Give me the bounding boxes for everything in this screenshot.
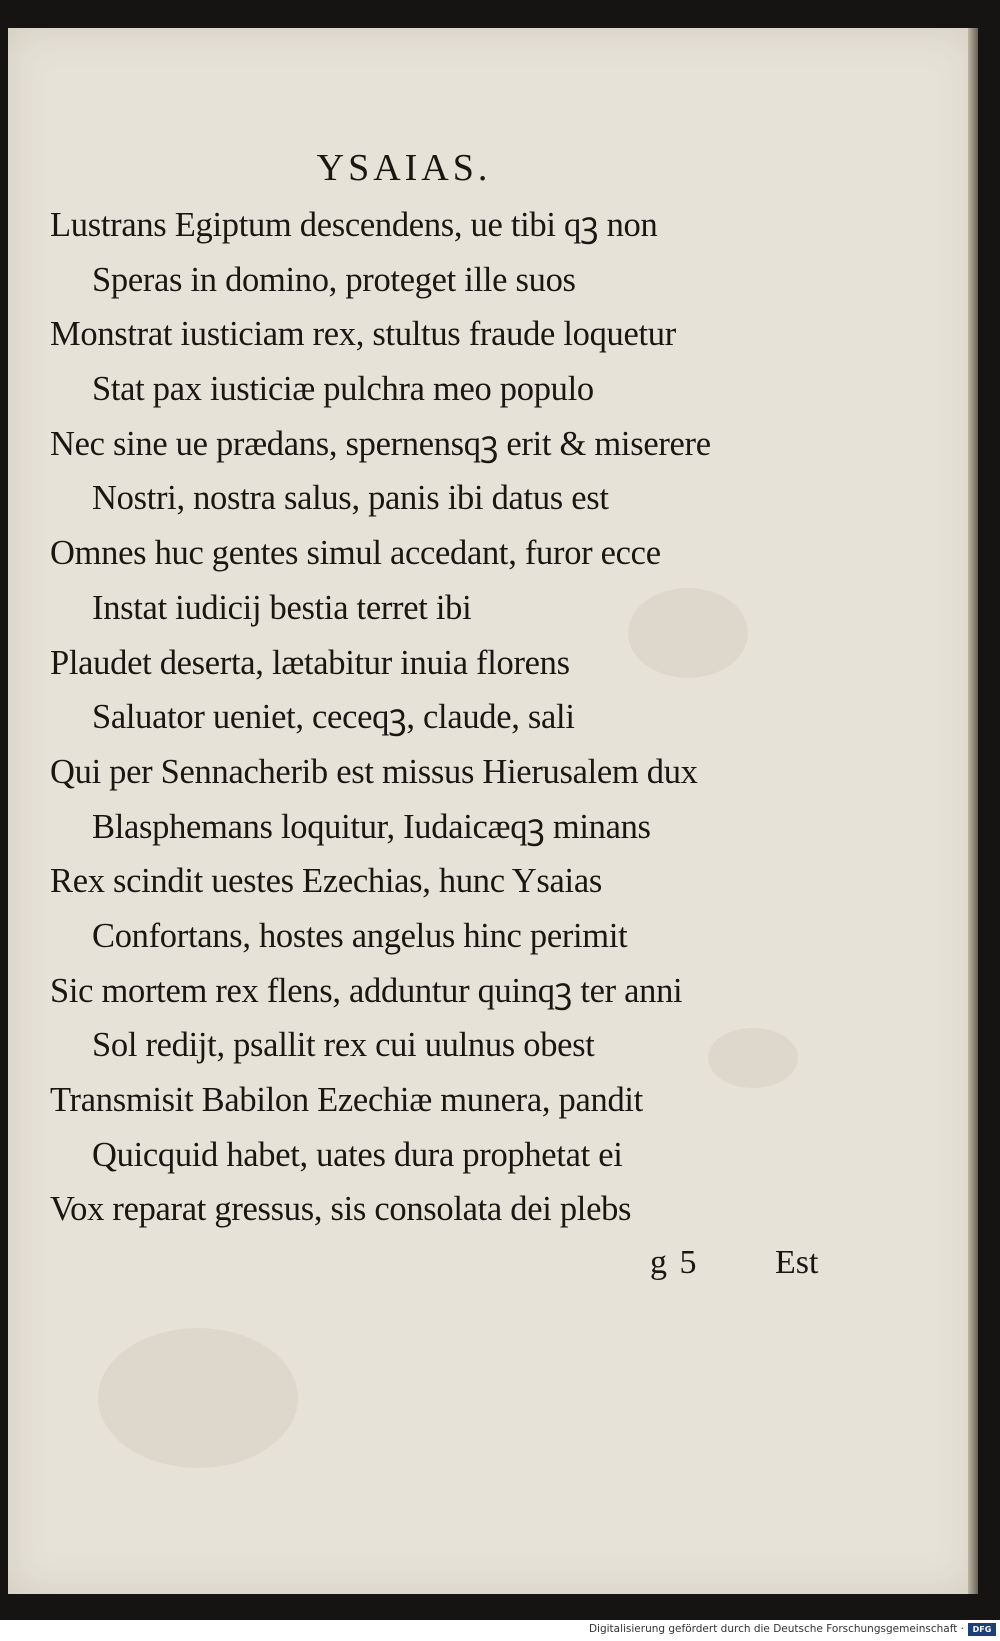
verse-line: Saluator ueniet, ceceqꝫ, claude, sali — [92, 698, 575, 737]
verse-line: Vox reparat gressus, sis consolata dei plebs — [50, 1190, 632, 1229]
verse-line: Speras in domino, proteget ille suos — [92, 260, 576, 299]
footer-credit: Digitalisierung gefördert durch die Deutsche Forschungsgemeinschaft · — [588, 1623, 964, 1635]
verse-line: Rex scindit uestes Ezechias, hunc Ysaias — [50, 862, 602, 901]
verse-line: Blasphemans loquitur, Iudaicæqꝫ minans — [92, 807, 651, 846]
signature-mark: g 5 — [650, 1244, 699, 1281]
dfg-logo: DFG — [968, 1623, 996, 1636]
paper-stain — [98, 1328, 298, 1468]
verse-line: Plaudet deserta, lætabitur inuia florens — [50, 643, 570, 682]
verse-line: Sol redijt, psallit rex cui uulnus obest — [92, 1026, 595, 1065]
verse-line: Qui per Sennacherib est missus Hierusalem dux — [50, 752, 698, 791]
verse-block — [50, 198, 950, 1237]
page-edge — [968, 28, 978, 1594]
verse-line: Nostri, nostra salus, panis ibi datus est — [92, 479, 609, 518]
verse-line: Stat pax iusticiæ pulchra meo populo — [92, 370, 594, 409]
verse-line: Confortans, hostes angelus hinc perimit — [92, 916, 628, 955]
verse-line: Omnes huc gentes simul accedant, furor ecce — [50, 534, 661, 573]
verse-line: Sic mortem rex flens, adduntur quinqꝫ ter anni — [50, 971, 683, 1010]
page-header: YSAIAS. — [316, 147, 492, 189]
verse-line: Quicquid habet, uates dura prophetat ei — [92, 1135, 623, 1174]
verse-line: Transmisit Babilon Ezechiæ munera, pandit — [50, 1081, 643, 1119]
verse-line: Lustrans Egiptum descendens, ue tibi qꝫ non — [50, 206, 658, 244]
verse-line: Instat iudicij bestia terret ibi — [92, 588, 472, 627]
verse-line: Nec sine ue prædans, spernensqꝫ erit & miserere — [50, 424, 711, 463]
catchword: Est — [775, 1244, 819, 1281]
verse-line: Monstrat iusticiam rex, stultus fraude loquetur — [50, 315, 676, 354]
